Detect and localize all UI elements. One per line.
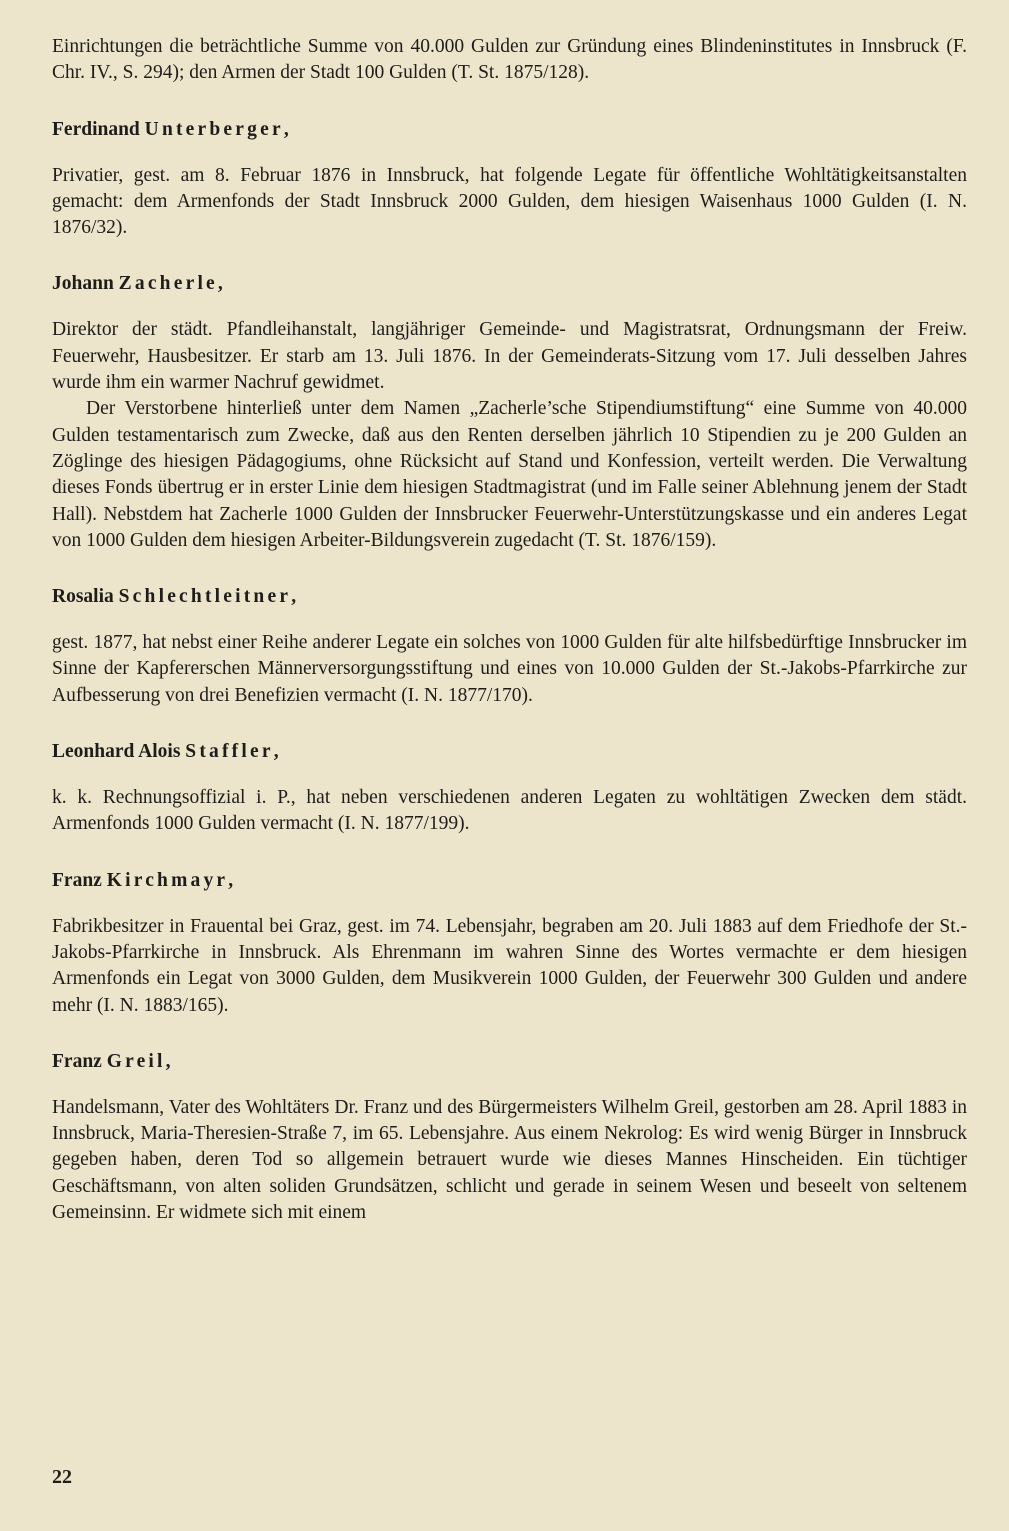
entry-heading: Leonhard Alois Staffler,: [52, 741, 279, 763]
surname: Greil: [106, 1050, 166, 1072]
entry-staffler: [52, 739, 967, 838]
first-name: Franz: [52, 869, 102, 891]
surname: Kirchmayr: [106, 869, 229, 891]
entry-heading: Johann Zacherle,: [52, 273, 223, 295]
entry-paragraph: k. k. Rechnungsoffizial i. P., hat neben verschiedenen anderen Legaten zu wohltätigen Zwecken dem städt. Armenfonds 1000 Gulden vermacht (I. N. 1877/199).: [52, 787, 967, 835]
entry-paragraph: Handelsmann, Vater des Wohltäters Dr. Franz und des Bürgermeisters Wilhelm Greil, gestorben am 28. April 1883 in Innsbruck, Maria-Theresien-Straße 7, im 65. Lebensjahre. Aus einem Nekrolog: Es wird wenig Bürger in Innsbruck gegeben haben, deren Tod so allgemein betrauert wurde wie dieses Mannes Hinscheiden. Ein tüchtiger Geschäftsmann, von alten soliden Grundsätzen, schlicht und gerade in seinem Wesen und beseelt von seltenem Gemeinsinn. Er widmete sich mit einem: [52, 1096, 967, 1224]
first-name: Johann: [52, 273, 114, 295]
entry-heading: Franz Greil,: [52, 1050, 171, 1072]
entry-paragraph: Privatier, gest. am 8. Februar 1876 in Innsbruck, hat folgende Legate für öffentliche Wohltätigkeitsanstalten gemacht: dem Armenfonds der Stadt Innsbruck 2000 Gulden, dem hiesigen Waisenhaus 1000 Gulden (I. N. 1876/32).: [52, 164, 967, 239]
surname: Staffler: [185, 741, 274, 763]
entry-heading: Franz Kirchmayr,: [52, 869, 234, 891]
entry-unterberger: [52, 117, 967, 242]
entry-greil: [52, 1049, 967, 1226]
entry-zacherle: [52, 271, 967, 554]
first-name: Franz: [52, 1050, 102, 1072]
intro-paragraph: Einrichtungen die beträchtliche Summe von 40.000 Gulden zur Gründung eines Blindeninstitutes in Innsbruck (F. Chr. IV., S. 294); den Armen der Stadt 100 Gulden (T. St. 1875/128).: [52, 36, 967, 84]
surname: Unterberger: [144, 118, 284, 140]
entry-heading: Rosalia Schlechtleitner,: [52, 586, 297, 608]
surname: Schlechtleitner: [118, 586, 292, 608]
surname: Zacherle: [118, 273, 218, 295]
page-number: 22: [52, 1466, 72, 1488]
entry-paragraph: Fabrikbesitzer in Frauental bei Graz, gest. im 74. Lebensjahr, begraben am 20. Juli 1883 auf dem Friedhofe der St.-Jakobs-Pfarrkirche in Innsbruck. Als Ehrenmann im wahren Sinne des Wortes vermachte er dem hiesigen Armenfonds ein Legat von 3000 Gulden, dem Musikverein 1000 Gulden, der Feuerwehr 300 Gulden und andere mehr (I. N. 1883/165).: [52, 915, 967, 1016]
first-name: Leonhard Alois: [52, 741, 181, 763]
first-name: Ferdinand: [52, 118, 140, 140]
entry-schlechtleitner: [52, 584, 967, 709]
entry-paragraph: Der Verstorbene hinterließ unter dem Namen „Zacherle’sche Stipendiumstiftung“ eine Summe von 40.000 Gulden testamentarisch zum Zwecke, daß aus den Renten derselben jährlich 10 Stipendien zu je 200 Gulden an Zöglinge des hiesigen Pädagogiums, ohne Rücksicht auf Stand und Konfession, verteilt werden. Die Verwaltung dieses Fonds übertrug er in erster Linie dem hiesigen Stadtmagistrat (und im Falle seiner Ablehnung jenem der Stadt Hall). Nebstdem hat Zacherle 1000 Gulden der Innsbrucker Feuerwehr-Unterstützungskasse und ein anderes Legat von 1000 Gulden dem hiesigen Arbeiter-Bildungsverein zugedacht (T. St. 1876/159).: [52, 398, 967, 551]
entry-kirchmayr: [52, 868, 967, 1019]
entry-paragraph: gest. 1877, hat nebst einer Reihe anderer Legate ein solches von 1000 Gulden für alte hilfsbedürftige Innsbrucker im Sinne der Kapfererschen Männerversorgungsstiftung und eines von 10.000 Gulden der St.-Jakobs-Pfarrkirche zur Aufbesserung von drei Benefizien vermacht (I. N. 1877/170).: [52, 632, 967, 706]
entry-heading: Ferdinand Unterberger,: [52, 118, 289, 140]
entry-paragraph: Direktor der städt. Pfandleihanstalt, langjähriger Gemeinde- und Magistratsrat, Ordnungsmann der Freiw. Feuerwehr, Hausbesitzer. Er starb am 13. Juli 1876. In der Gemeinderats-Sitzung vom 17. Juli desselben Jahres wurde ihm ein warmer Nachruf gewidmet.: [52, 319, 967, 394]
first-name: Rosalia: [52, 586, 114, 608]
